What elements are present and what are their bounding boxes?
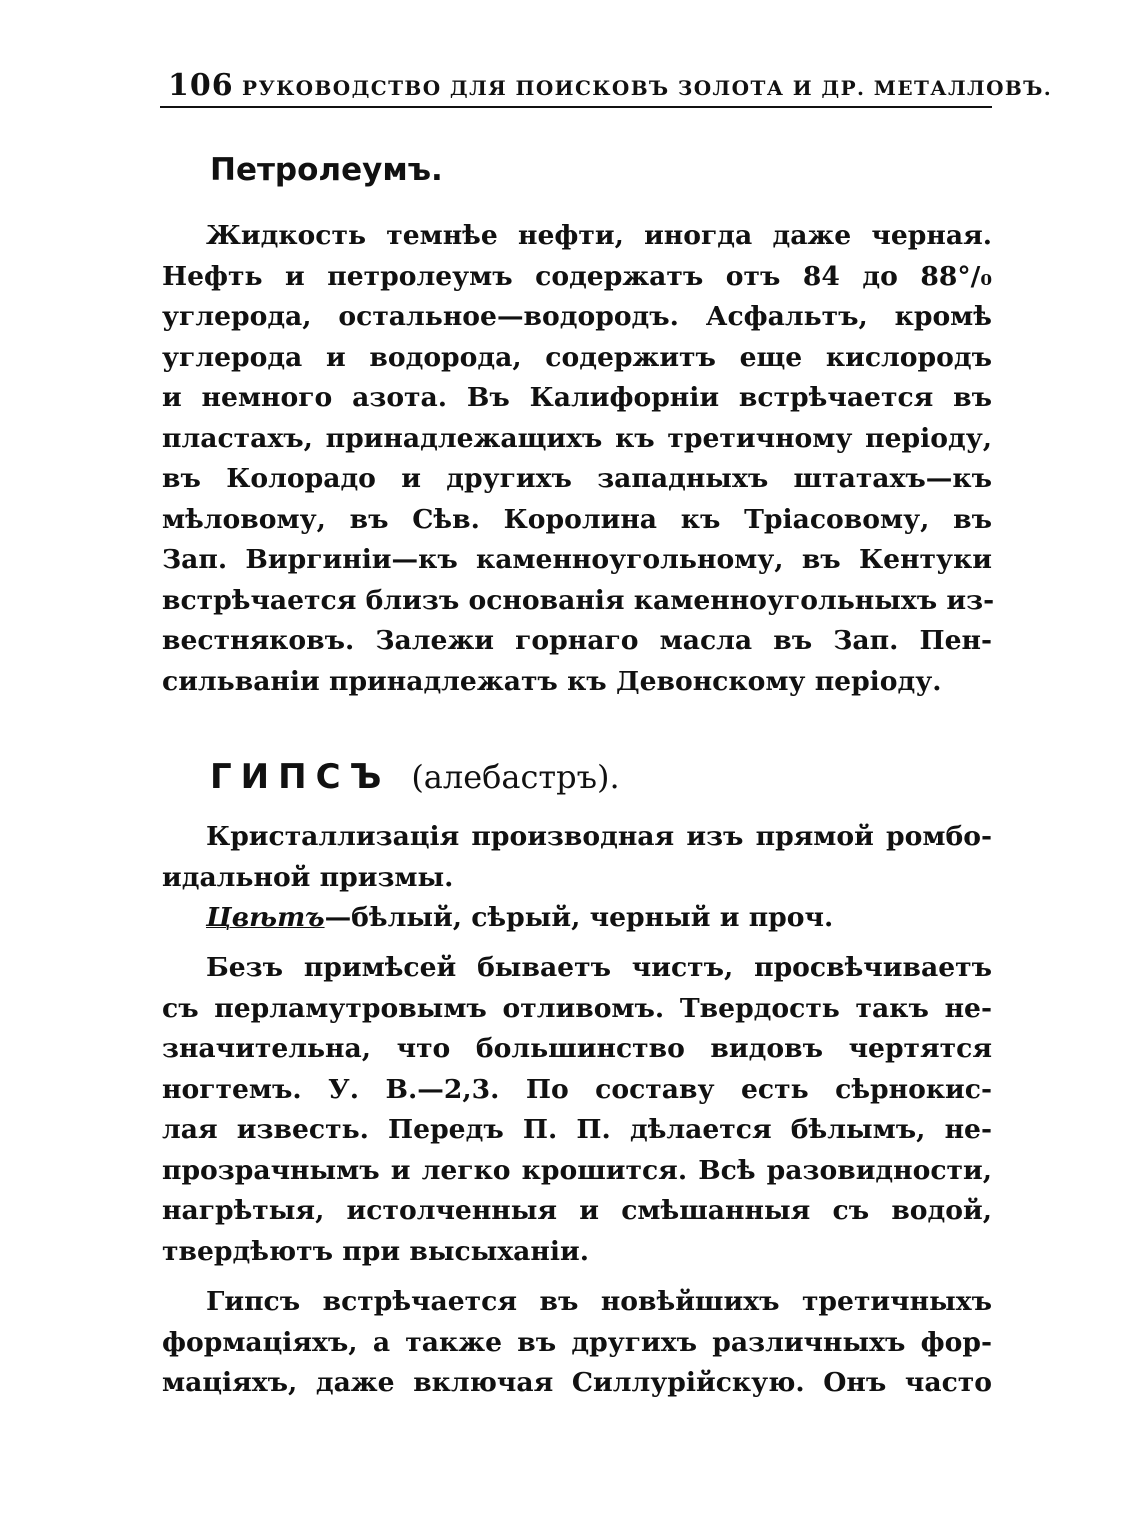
text-line: Нефть и петролеумъ содержатъ отъ 84 до 88°/₀: [162, 260, 992, 292]
text-line: лая известь. Передъ П. П. дѣлается бѣлымъ, не-: [162, 1114, 992, 1145]
color-label: Цвѣтъ: [206, 902, 325, 933]
text-line: Кристаллизація производная изъ прямой ромбо-: [206, 821, 992, 852]
text-line: идальной призмы.: [162, 861, 454, 893]
text-line: вестняковъ. Залежи горнаго масла въ Зап. Пен-: [162, 625, 992, 656]
section-heading-gypsum: [210, 757, 620, 797]
text-line: съ перламутровымъ отливомъ. Твердость такъ не-: [162, 992, 992, 1024]
text-line: углерода и водорода, содержитъ еще кислородъ: [162, 341, 992, 373]
text-line: [162, 898, 992, 939]
section-heading-petroleum: Петролеумъ.: [210, 152, 443, 188]
text-line: сильваніи принадлежатъ къ Девонскому періоду.: [162, 665, 942, 697]
text-line: маціяхъ, даже включая Силлурійскую. Онъ часто: [162, 1367, 992, 1398]
text-line: Безъ примѣсей бываетъ чистъ, просвѣчиваетъ: [206, 952, 992, 983]
paragraph-properties: [162, 948, 992, 1272]
text-line: Зап. Виргиніи—къ каменноугольному, въ Кентуки: [162, 544, 992, 575]
text-line: и немного азота. Въ Калифорніи встрѣчается въ: [162, 382, 992, 413]
running-title: РУКОВОДСТВО ДЛЯ ПОИСКОВЪ ЗОЛОТА И ДР. МЕТАЛЛОВЪ.: [242, 76, 1053, 100]
text-line: встрѣчается близъ основанія каменноугольныхъ из-: [162, 584, 995, 616]
heading-main: ГИПСЪ: [210, 757, 391, 797]
text-line: прозрачнымъ и легко крошится. Всѣ разовидности,: [162, 1154, 992, 1186]
text-line: твердѣютъ при высыханіи.: [162, 1235, 589, 1267]
text-line: углерода, остальное—водородъ. Асфальтъ, кромѣ: [162, 301, 992, 332]
text-line: значительна, что большинство видовъ чертятся: [162, 1033, 992, 1064]
page-number: 106: [168, 68, 234, 103]
text-line: Гипсъ встрѣчается въ новѣйшихъ третичныхъ: [206, 1286, 992, 1317]
text-line: Жидкость темнѣе нефти, иногда даже черная.: [206, 220, 992, 251]
text-line: ногтемъ. У. В.—2,3. По составу есть сѣрнокис-: [162, 1073, 992, 1105]
color-text: —бѣлый, сѣрый, черный и проч.: [324, 902, 834, 933]
paragraph-crystallization: [162, 817, 992, 898]
page-header: [160, 62, 1053, 108]
text-line: въ Колорадо и другихъ западныхъ штатахъ—къ: [162, 463, 992, 494]
text-line: нагрѣтыя, истолченныя и смѣшанныя съ водой,: [162, 1195, 992, 1226]
paragraph-petroleum: [162, 216, 995, 702]
heading-note: (алебастръ).: [411, 758, 620, 796]
text-line: формаціяхъ, а также въ другихъ различныхъ фор-: [162, 1326, 992, 1358]
text-line: мѣловому, въ Сѣв. Королина къ Тріасовому, въ: [162, 503, 992, 535]
paragraph-occurrence: [162, 1282, 992, 1404]
paragraph-color: [162, 898, 992, 939]
text-line: пластахъ, принадлежащихъ къ третичному періоду,: [162, 422, 992, 454]
